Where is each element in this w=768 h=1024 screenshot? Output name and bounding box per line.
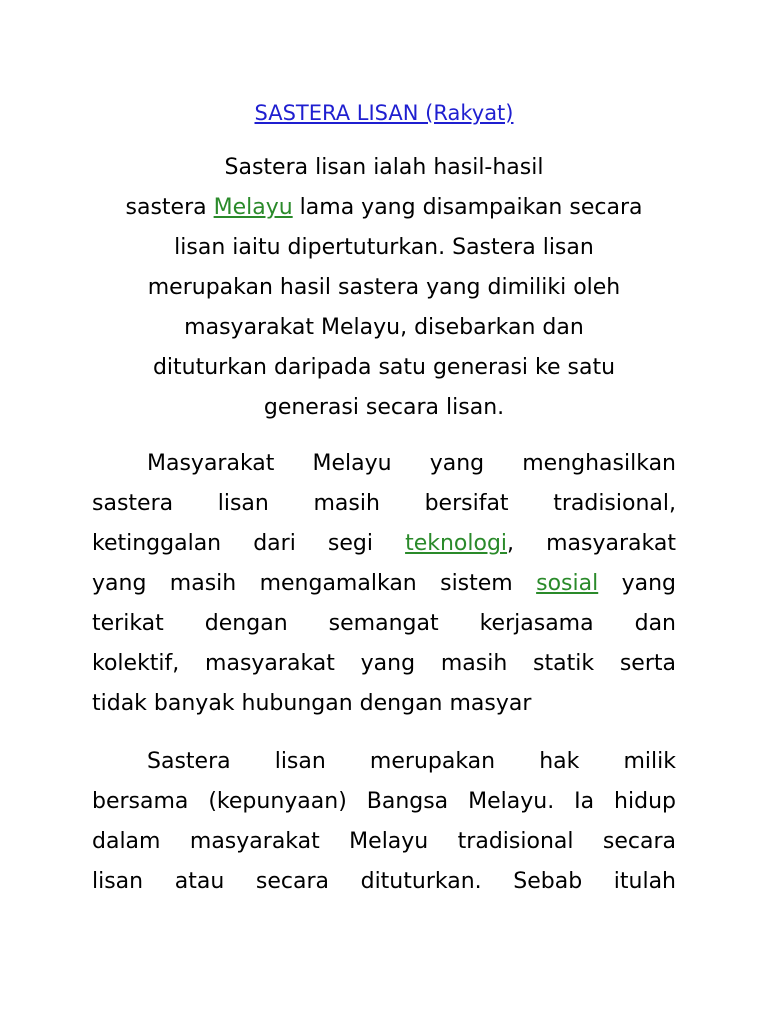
text-fragment: sastera [125, 195, 214, 220]
text-line: Masyarakat Melayu yang menghasilkan [147, 451, 676, 476]
body-paragraph-2 [92, 444, 676, 724]
text-fragment: , masyarakat [507, 531, 676, 556]
sosial-link[interactable]: sosial [536, 571, 599, 596]
text-line: lisan atau secara dituturkan. Sebab itulah [92, 869, 676, 894]
text-line: masyarakat Melayu, disebarkan dan [184, 315, 584, 340]
text-line: dalam masyarakat Melayu tradisional secara [92, 829, 676, 854]
text-line: terikat dengan semangat kerjasama dan [92, 611, 676, 636]
melayu-link[interactable]: Melayu [213, 195, 293, 220]
teknologi-link[interactable]: teknologi [405, 531, 508, 556]
text-line: tidak banyak hubungan dengan masyar [92, 691, 532, 716]
text-line [60, 188, 708, 228]
text-line: Sastera lisan ialah hasil-hasil [224, 155, 544, 180]
text-line [92, 524, 676, 564]
text-fragment: yang masih mengamalkan sistem [92, 571, 537, 596]
text-line [92, 564, 676, 604]
text-line: dituturkan daripada satu generasi ke satu [152, 355, 616, 380]
text-line: kolektif, masyarakat yang masih statik serta [92, 651, 676, 676]
text-line: generasi secara lisan. [263, 395, 505, 420]
text-fragment: yang [598, 571, 676, 596]
body-paragraph-3 [92, 742, 676, 902]
page-title [0, 98, 768, 128]
intro-paragraph [60, 148, 708, 428]
text-line: merupakan hasil sastera yang dimiliki oleh [147, 275, 621, 300]
text-line: bersama (kepunyaan) Bangsa Melayu. Ia hidup [92, 789, 676, 814]
title-link[interactable]: SASTERA LISAN (Rakyat) [254, 101, 514, 125]
text-fragment: ketinggalan dari segi [92, 531, 406, 556]
text-line: sastera lisan masih bersifat tradisional, [92, 491, 676, 516]
text-fragment: lama yang disampaikan secara [292, 195, 643, 220]
text-line: lisan iaitu dipertuturkan. Sastera lisan [174, 235, 594, 260]
text-line: Sastera lisan merupakan hak milik [147, 749, 676, 774]
